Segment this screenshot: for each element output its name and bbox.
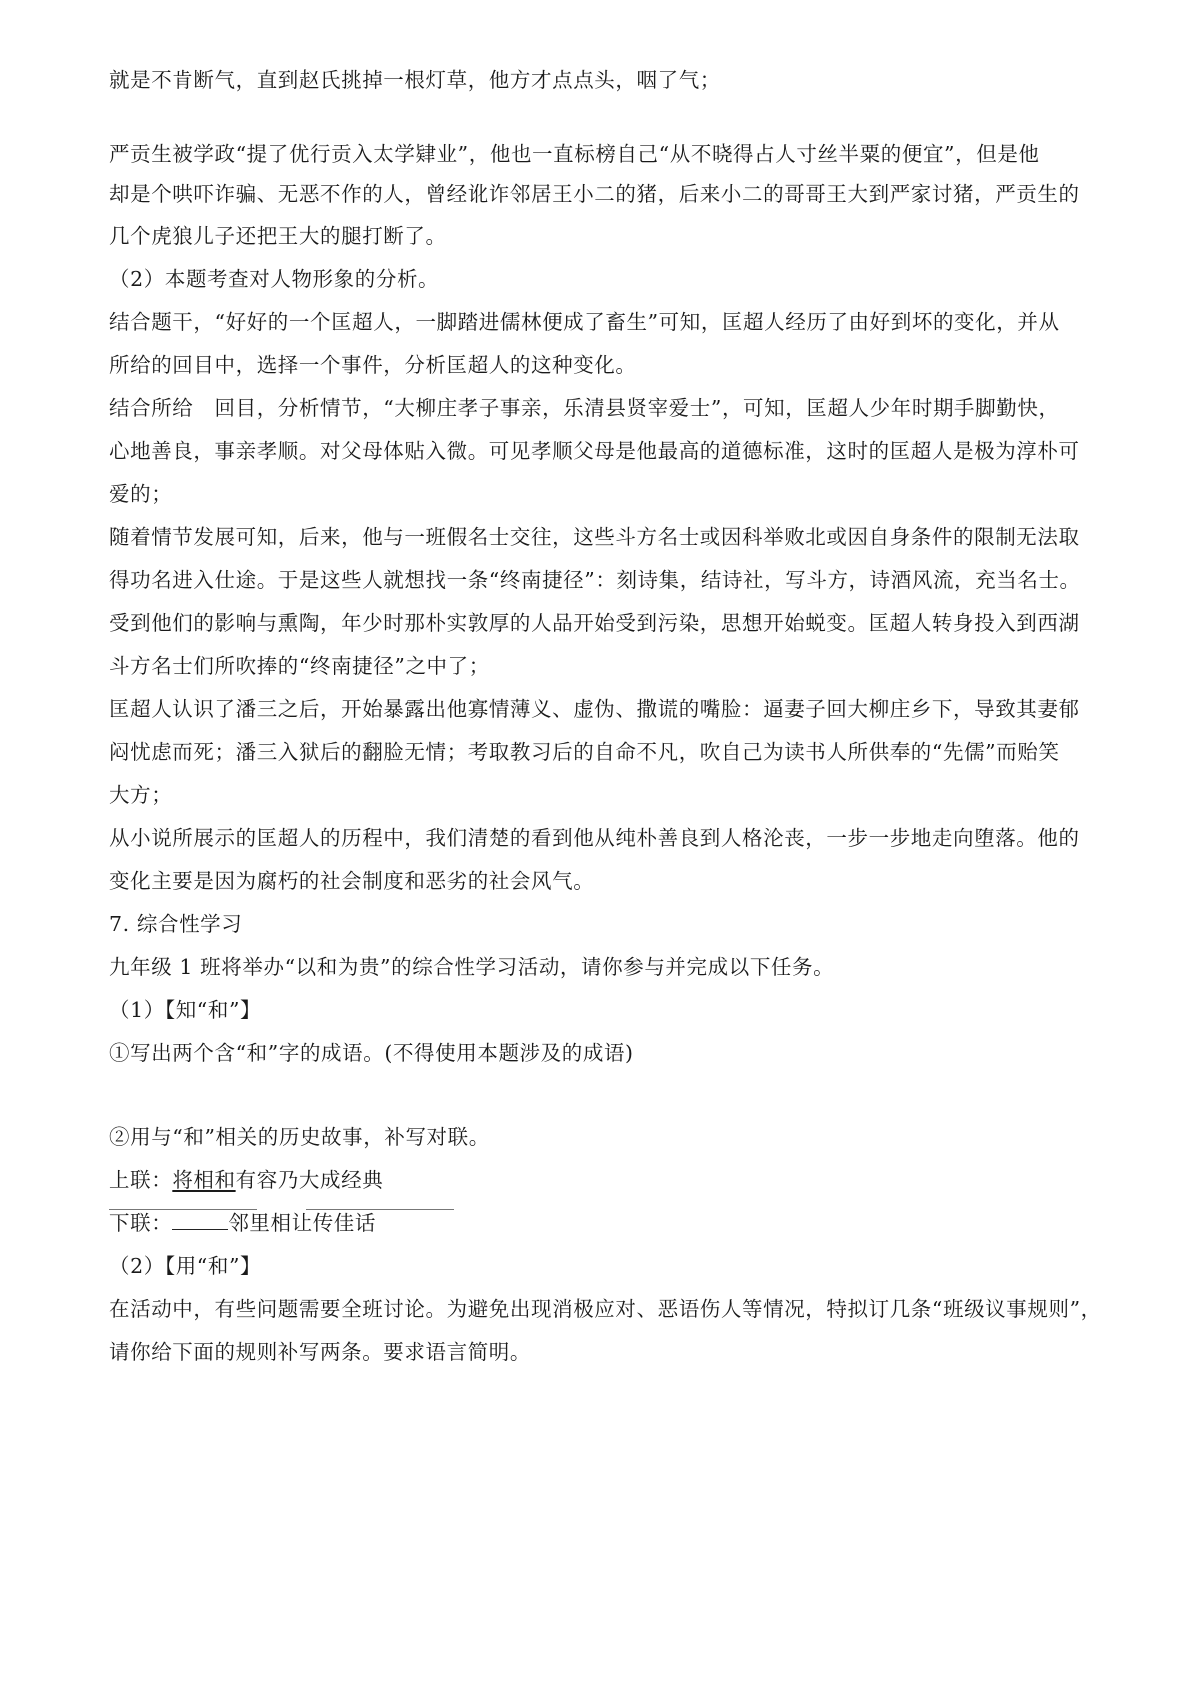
answer-blank-2[interactable] — [306, 1209, 454, 1210]
answer-blank-1[interactable] — [109, 1209, 257, 1210]
couplet-lower — [109, 1213, 376, 1234]
text-line: 就是不肯断气，直到赵氏挑掉一根灯草，他方才点点头，咽了气； — [109, 68, 721, 92]
text-line: 随着情节发展可知，后来，他与一班假名士交往，这些斗方名士或因科举败北或因自身条件的限制无法取 — [109, 525, 1080, 549]
text-line: 变化主要是因为腐朽的社会制度和恶劣的社会风气。 — [109, 869, 595, 893]
text-line: 斗方名士们所吹捧的“终南捷径”之中了； — [109, 654, 490, 678]
text-line: （2）本题考查对人物形象的分析。 — [109, 267, 440, 291]
text-line: 心地善良，事亲孝顺。对父母体贴入微。可见孝顺父母是他最高的道德标准，这时的匡超人是极为淳朴可 — [109, 439, 1080, 463]
text-line: 闷忧虑而死；潘三入狱后的翻脸无情；考取教习后的自命不凡，吹自己为读书人所供奉的“先儒”而贻笑 — [109, 740, 1060, 764]
text-line: 大方； — [109, 783, 173, 807]
text-line: 爱的； — [109, 482, 173, 506]
part1-q2: ②用与“和”相关的历史故事，补写对联。 — [109, 1125, 490, 1149]
text-line: 受到他们的影响与熏陶，年少时那朴实敦厚的人品开始受到污染，思想开始蜕变。匡超人转身投入到西湖 — [109, 611, 1080, 635]
couplet-upper — [109, 1170, 383, 1191]
couplet-lower-rest: 邻里相让传佳话 — [228, 1211, 377, 1235]
couplet-upper-rest: 有容乃大成经典 — [235, 1168, 384, 1192]
couplet-lower-prefix: 下联： — [109, 1211, 173, 1235]
text-line: 严贡生被学政“提了优行贡入太学肄业”，他也一直标榜自己“从不晓得占人寸丝半粟的便宜”，但是他 — [109, 142, 1040, 166]
couplet-lower-blank[interactable] — [172, 1228, 228, 1230]
part1-label: （1）【知“和”】 — [109, 998, 262, 1022]
text-line: 匡超人认识了潘三之后，开始暴露出他寡情薄义、虚伪、撒谎的嘴脸：逼妻子回大柳庄乡下，导致其妻郁 — [109, 697, 1080, 721]
part2-label: （2）【用“和”】 — [109, 1254, 262, 1278]
question-number: 7. 综合性学习 — [109, 912, 243, 936]
text-line: 从小说所展示的匡超人的历程中，我们清楚的看到他从纯朴善良到人格沦丧，一步一步地走向堕落。他的 — [109, 826, 1080, 850]
couplet-upper-prefix: 上联： — [109, 1168, 173, 1192]
text-line: 所给的回目中，选择一个事件，分析匡超人的这种变化。 — [109, 353, 637, 377]
part2-line: 在活动中，有些问题需要全班讨论。为避免出现消极应对、恶语伤人等情况，特拟订几条“班级议事规则”， — [109, 1297, 1102, 1321]
text-line: 结合题干，“好好的一个匡超人，一脚踏进儒林便成了畜生”可知，匡超人经历了由好到坏的变化，并从 — [109, 310, 1060, 334]
part1-q1: ①写出两个含“和”字的成语。(不得使用本题涉及的成语) — [109, 1041, 634, 1065]
text-line: 却是个哄吓诈骗、无恶不作的人，曾经讹诈邻居王小二的猪，后来小二的哥哥王大到严家讨猪，严贡生的 — [109, 182, 1080, 206]
couplet-upper-underlined: 将相和 — [172, 1168, 236, 1192]
text-line: 结合所给 回目，分析情节，“大柳庄孝子事亲，乐清县贤宰爱士”，可知，匡超人少年时期手脚勤快， — [109, 396, 1060, 420]
part2-line: 请你给下面的规则补写两条。要求语言简明。 — [109, 1340, 531, 1364]
text-line: 得功名进入仕途。于是这些人就想找一条“终南捷径”：刻诗集，结诗社，写斗方，诗酒风流，充当名士。 — [109, 568, 1081, 592]
document-page — [109, 0, 1109, 1698]
text-line: 几个虎狼儿子还把王大的腿打断了。 — [109, 224, 447, 248]
question-intro: 九年级 1 班将举办“以和为贵”的综合性学习活动，请你参与并完成以下任务。 — [109, 955, 835, 979]
